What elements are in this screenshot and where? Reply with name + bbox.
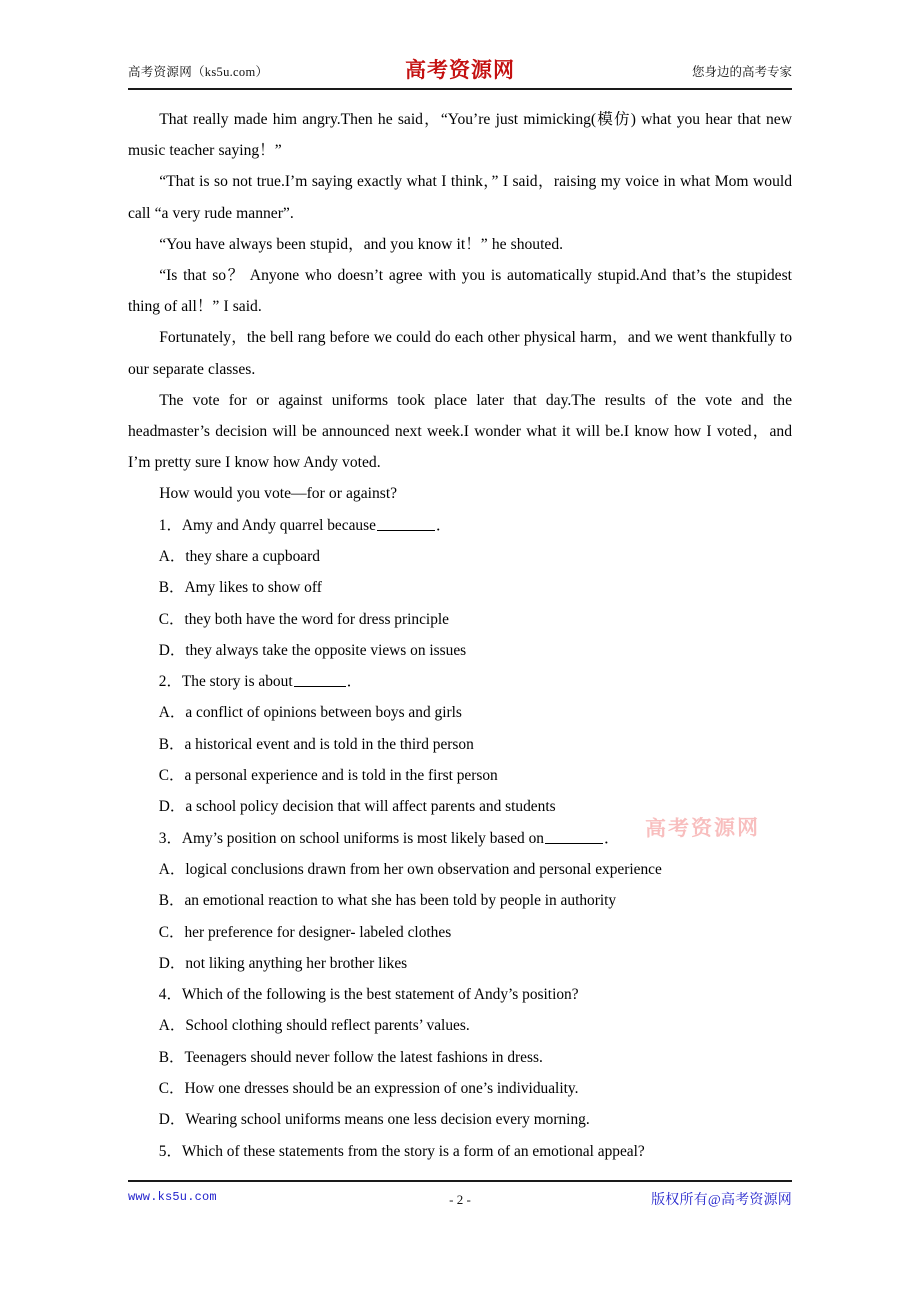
option-text: a historical event and is told in the third person <box>184 735 474 753</box>
option-item[interactable] <box>128 1010 792 1041</box>
header-right-text: 您身边的高考专家 <box>691 65 792 79</box>
question-text: Amy’s position on school uniforms is most likely based on <box>181 829 544 847</box>
option-text: not liking anything her brother likes <box>185 954 408 972</box>
option-label: B． <box>158 1048 185 1066</box>
option-text: logical conclusions drawn from her own observation and personal experience <box>185 860 662 878</box>
question-text: Which of the following is the best statement of Andy’s position? <box>181 986 579 1004</box>
option-label: A． <box>158 860 186 878</box>
option-text: an emotional reaction to what she has been told by people in authority <box>184 892 617 910</box>
option-item[interactable] <box>128 760 792 791</box>
question-number: 4． <box>158 986 182 1004</box>
option-text: they share a cupboard <box>185 547 320 565</box>
option-item[interactable] <box>128 917 792 948</box>
question-text: Which of these statements from the story is a form of an emotional appeal? <box>181 1142 645 1160</box>
passage-paragraph: “Is that so？ Anyone who doesn’t agree with you is automatically stupid.And that’s the stupidest thing of all！” I said. <box>128 267 792 316</box>
option-item[interactable] <box>128 885 792 916</box>
document-body <box>128 104 792 1167</box>
header-divider <box>128 88 792 90</box>
option-label: C． <box>158 1079 185 1097</box>
question-stem <box>128 666 792 697</box>
option-item[interactable] <box>128 1073 792 1104</box>
option-text: How one dresses should be an expression of one’s individuality. <box>184 1079 579 1097</box>
option-label: D． <box>158 641 186 659</box>
page-watermark: 高考资源网 <box>644 814 761 841</box>
option-item[interactable] <box>128 791 792 822</box>
passage-question-prompt: How would you vote—for or against? <box>159 485 398 503</box>
option-text: her preference for designer- labeled clothes <box>184 923 452 941</box>
option-label: D． <box>158 798 186 816</box>
option-text: a school policy decision that will affect parents and students <box>185 798 556 816</box>
option-item[interactable] <box>128 1042 792 1073</box>
question-stem <box>128 510 792 541</box>
passage-paragraph: Fortunately，the bell rang before we could do each other physical harm，and we went thankfully to our separate classes. <box>128 329 792 378</box>
option-item[interactable] <box>128 948 792 979</box>
option-text: School clothing should reflect parents’ values. <box>185 1017 470 1035</box>
footer-website-link[interactable]: www.ks5u.com <box>128 1190 217 1204</box>
question-number: 5． <box>158 1142 182 1160</box>
question-stem <box>128 823 792 854</box>
option-label: A． <box>158 547 186 565</box>
answer-blank[interactable] <box>294 672 346 687</box>
option-item[interactable] <box>128 729 792 760</box>
question-text: The story is about <box>181 673 293 691</box>
question-text: Amy and Andy quarrel because <box>181 516 376 534</box>
passage-paragraph: That really made him angry.Then he said，“You’re just mimicking(模仿) what you hear that new music teacher saying！” <box>128 111 792 160</box>
question-number: 1． <box>158 516 182 534</box>
page-header <box>128 56 792 90</box>
option-text: Amy likes to show off <box>184 579 322 597</box>
option-item[interactable] <box>128 1104 792 1135</box>
option-label: B． <box>158 579 185 597</box>
option-text: Wearing school uniforms means one less decision every morning. <box>185 1111 590 1129</box>
passage-paragraph: “That is so not true.I’m saying exactly what I think，” I said，raising my voice in what Mom would call “a very rude manner”. <box>128 173 792 222</box>
question-terminator: ． <box>604 829 620 847</box>
option-item[interactable] <box>128 854 792 885</box>
option-label: D． <box>158 954 186 972</box>
option-text: they always take the opposite views on issues <box>185 641 467 659</box>
option-label: D． <box>158 1111 186 1129</box>
question-terminator: ． <box>435 516 452 534</box>
option-item[interactable] <box>128 635 792 666</box>
option-label: C． <box>158 923 185 941</box>
question-stem <box>128 1136 792 1167</box>
page-footer <box>128 1188 792 1212</box>
answer-blank[interactable] <box>545 829 603 844</box>
option-label: B． <box>158 735 185 753</box>
question-terminator: ． <box>346 673 363 691</box>
option-label: C． <box>158 767 185 785</box>
footer-copyright: 版权所有@高考资源网 <box>651 1193 792 1208</box>
option-label: B． <box>158 892 185 910</box>
option-label: A． <box>158 704 186 722</box>
option-label: A． <box>158 1017 186 1035</box>
option-item[interactable] <box>128 572 792 603</box>
question-number: 3． <box>158 829 182 847</box>
option-text: Teenagers should never follow the latest fashions in dress. <box>184 1048 543 1066</box>
footer-divider <box>128 1180 792 1182</box>
option-text: a conflict of opinions between boys and girls <box>185 704 462 722</box>
question-number: 2． <box>158 673 182 691</box>
header-left-text: 高考资源网（ks5u.com） <box>128 65 269 79</box>
passage-paragraph: “You have always been stupid，and you know it！” he shouted. <box>159 235 564 253</box>
question-stem <box>128 979 792 1010</box>
option-item[interactable] <box>128 697 792 728</box>
option-item[interactable] <box>128 541 792 572</box>
answer-blank[interactable] <box>377 516 435 531</box>
site-logo: 高考资源网 <box>405 57 515 82</box>
option-text: they both have the word for dress principle <box>184 610 450 628</box>
passage-paragraph: The vote for or against uniforms took place later that day.The results of the vote and the headmaster’s decision will be announced next week.I wonder what it will be.I know how I voted，and I’m pretty sure I know how Andy voted. <box>128 391 792 472</box>
option-text: a personal experience and is told in the first person <box>184 767 498 785</box>
page-number: - 2 - <box>449 1192 471 1207</box>
option-label: C． <box>158 610 185 628</box>
option-item[interactable] <box>128 604 792 635</box>
